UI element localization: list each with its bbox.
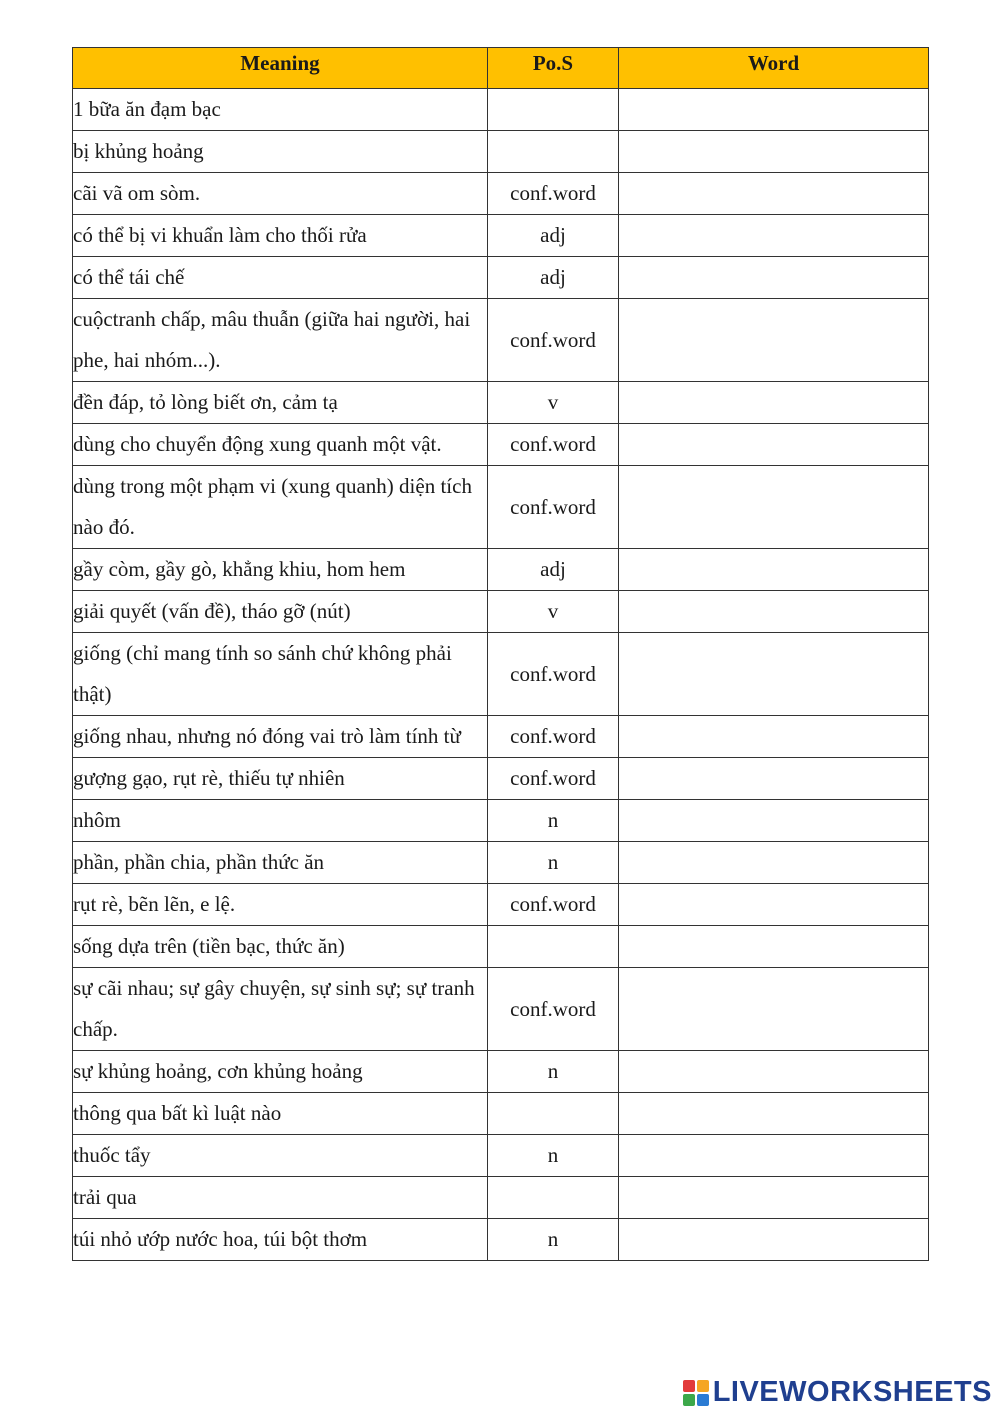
table-row (73, 549, 929, 591)
meaning-cell: gầy còm, gầy gò, khẳng khiu, hom hem (73, 549, 488, 591)
meaning-cell: giống (chỉ mang tính so sánh chứ không phải thật) (73, 633, 488, 716)
pos-cell: conf.word (488, 466, 619, 549)
table-row (73, 926, 929, 968)
word-answer-cell[interactable] (619, 549, 929, 591)
table-row (73, 89, 929, 131)
table-row (73, 968, 929, 1051)
meaning-cell: dùng trong một phạm vi (xung quanh) diện tích nào đó. (73, 466, 488, 549)
word-answer-cell[interactable] (619, 1093, 929, 1135)
meaning-cell: thông qua bất kì luật nào (73, 1093, 488, 1135)
meaning-cell: cãi vã om sòm. (73, 173, 488, 215)
pos-cell (488, 1177, 619, 1219)
word-answer-cell[interactable] (619, 1135, 929, 1177)
pos-cell: adj (488, 549, 619, 591)
meaning-cell: sống dựa trên (tiền bạc, thức ăn) (73, 926, 488, 968)
word-answer-cell[interactable] (619, 716, 929, 758)
pos-cell: n (488, 1051, 619, 1093)
meaning-cell: có thể bị vi khuẩn làm cho thối rửa (73, 215, 488, 257)
header-meaning: Meaning (73, 48, 488, 89)
table-row (73, 716, 929, 758)
word-answer-cell[interactable] (619, 633, 929, 716)
liveworksheets-brand (683, 1376, 992, 1409)
word-answer-cell[interactable] (619, 173, 929, 215)
pos-cell: n (488, 842, 619, 884)
word-answer-cell[interactable] (619, 89, 929, 131)
table-row (73, 1135, 929, 1177)
header-pos: Po.S (488, 48, 619, 89)
pos-cell: conf.word (488, 716, 619, 758)
word-answer-cell[interactable] (619, 800, 929, 842)
table-row (73, 382, 929, 424)
pos-cell (488, 131, 619, 173)
table-body (73, 89, 929, 1261)
table-row (73, 758, 929, 800)
meaning-cell: có thể tái chế (73, 257, 488, 299)
word-answer-cell[interactable] (619, 842, 929, 884)
table-row (73, 842, 929, 884)
pos-cell: adj (488, 257, 619, 299)
table-row (73, 884, 929, 926)
word-answer-cell[interactable] (619, 257, 929, 299)
table-row (73, 1219, 929, 1261)
pos-cell: conf.word (488, 424, 619, 466)
meaning-cell: trải qua (73, 1177, 488, 1219)
table-row (73, 800, 929, 842)
pos-cell: n (488, 1135, 619, 1177)
meaning-cell: túi nhỏ ướp nước hoa, túi bột thơm (73, 1219, 488, 1261)
word-answer-cell[interactable] (619, 131, 929, 173)
meaning-cell: phần, phần chia, phần thức ăn (73, 842, 488, 884)
meaning-cell: bị khủng hoảng (73, 131, 488, 173)
word-answer-cell[interactable] (619, 591, 929, 633)
word-answer-cell[interactable] (619, 758, 929, 800)
pos-cell: n (488, 1219, 619, 1261)
meaning-cell: giải quyết (vấn đề), tháo gỡ (nút) (73, 591, 488, 633)
meaning-cell: sự khủng hoảng, cơn khủng hoảng (73, 1051, 488, 1093)
brand-name: LIVEWORKSHEETS (712, 1376, 992, 1408)
pos-cell: adj (488, 215, 619, 257)
word-answer-cell[interactable] (619, 968, 929, 1051)
table-row (73, 173, 929, 215)
table-header-row (73, 48, 929, 89)
table-row (73, 424, 929, 466)
pos-cell: conf.word (488, 299, 619, 382)
word-answer-cell[interactable] (619, 884, 929, 926)
word-answer-cell[interactable] (619, 466, 929, 549)
liveworksheets-logo-icon (683, 1380, 709, 1406)
vocabulary-table (72, 47, 929, 1261)
pos-cell (488, 926, 619, 968)
word-answer-cell[interactable] (619, 926, 929, 968)
meaning-cell: rụt rè, bẽn lẽn, e lệ. (73, 884, 488, 926)
table-row (73, 591, 929, 633)
meaning-cell: 1 bữa ăn đạm bạc (73, 89, 488, 131)
pos-cell (488, 89, 619, 131)
table-row (73, 131, 929, 173)
meaning-cell: dùng cho chuyển động xung quanh một vật. (73, 424, 488, 466)
pos-cell: v (488, 382, 619, 424)
word-answer-cell[interactable] (619, 382, 929, 424)
meaning-cell: thuốc tẩy (73, 1135, 488, 1177)
pos-cell: conf.word (488, 758, 619, 800)
meaning-cell: đền đáp, tỏ lòng biết ơn, cảm tạ (73, 382, 488, 424)
word-answer-cell[interactable] (619, 1219, 929, 1261)
word-answer-cell[interactable] (619, 1051, 929, 1093)
meaning-cell: nhôm (73, 800, 488, 842)
word-answer-cell[interactable] (619, 1177, 929, 1219)
meaning-cell: cuộctranh chấp, mâu thuẫn (giữa hai người, hai phe, hai nhóm...). (73, 299, 488, 382)
pos-cell: conf.word (488, 884, 619, 926)
word-answer-cell[interactable] (619, 299, 929, 382)
table-row (73, 215, 929, 257)
word-answer-cell[interactable] (619, 215, 929, 257)
table-row (73, 1177, 929, 1219)
pos-cell: v (488, 591, 619, 633)
pos-cell: conf.word (488, 633, 619, 716)
header-word: Word (619, 48, 929, 89)
table-row (73, 257, 929, 299)
meaning-cell: gượng gạo, rụt rè, thiếu tự nhiên (73, 758, 488, 800)
table-row (73, 633, 929, 716)
word-answer-cell[interactable] (619, 424, 929, 466)
pos-cell: conf.word (488, 968, 619, 1051)
pos-cell: n (488, 800, 619, 842)
table-row (73, 466, 929, 549)
pos-cell: conf.word (488, 173, 619, 215)
meaning-cell: sự cãi nhau; sự gây chuyện, sự sinh sự; sự tranh chấp. (73, 968, 488, 1051)
table-row (73, 1051, 929, 1093)
table-row (73, 1093, 929, 1135)
pos-cell (488, 1093, 619, 1135)
meaning-cell: giống nhau, nhưng nó đóng vai trò làm tính từ (73, 716, 488, 758)
table-row (73, 299, 929, 382)
